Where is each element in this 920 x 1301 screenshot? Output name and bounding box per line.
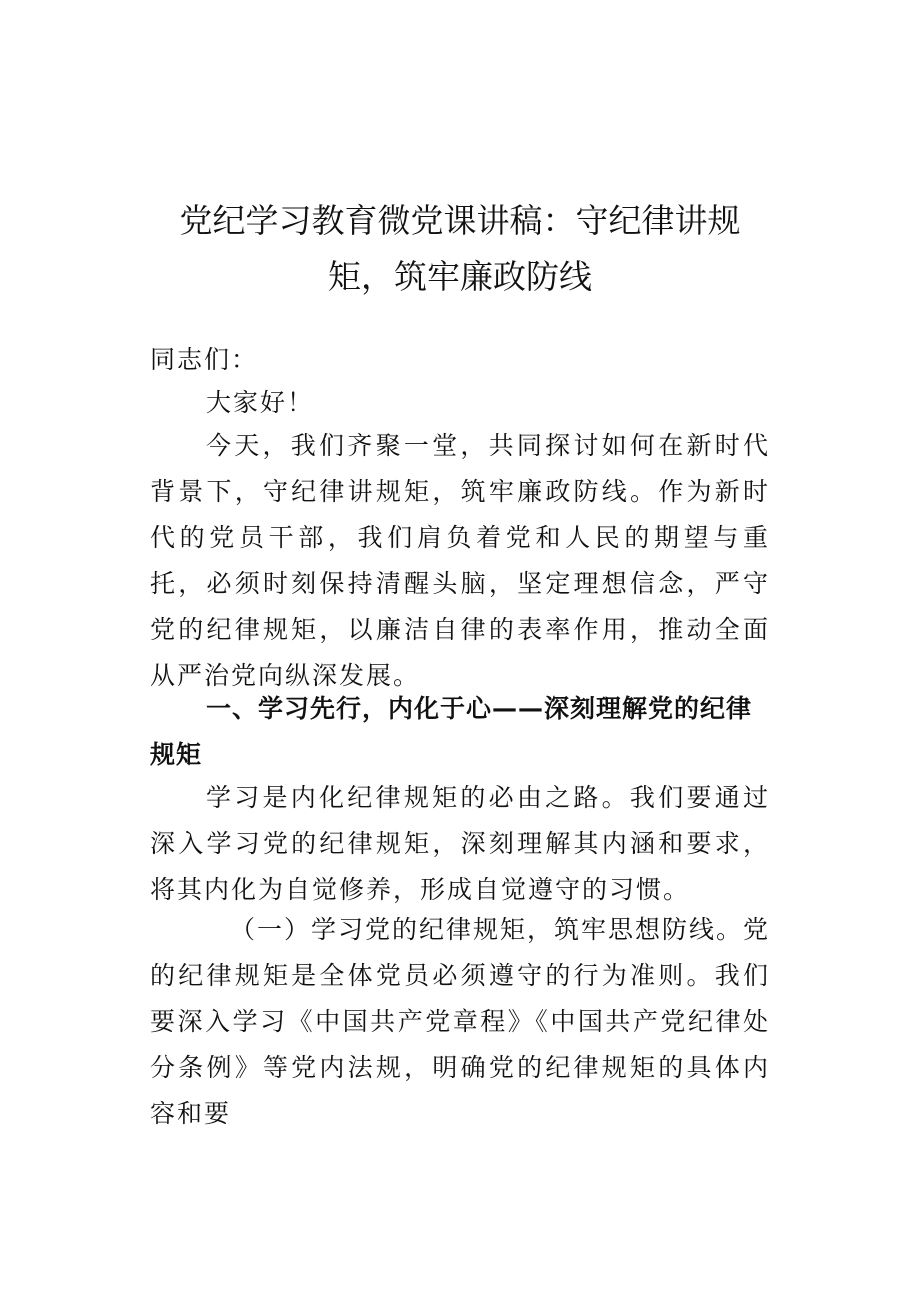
salutation: 同志们： (150, 345, 259, 374)
document-title: 党纪学习教育微党课讲稿：守纪律讲规矩，筑牢廉政防线 (179, 201, 741, 296)
section-1-paragraph: 学习是内化纪律规矩的必由之路。我们要通过深入学习党的纪律规矩，深刻理解其内涵和要求，将其内化为自觉修养，形成自觉遵守的习惯。 (150, 783, 770, 904)
greeting: 大家好！ (206, 388, 315, 417)
section-heading-1: 一、学习先行，内化于心——深刻理解党的纪律规矩 (150, 694, 753, 769)
subsection-1-paragraph: （一）学习党的纪律规矩，筑牢思想防线。党的纪律规矩是全体党员必须遵守的行为准则。我们要深入学习《中国共产党章程》《中国共产党纪律处分条例》等党内法规，明确党的纪律规矩的具体内容和要 (150, 915, 771, 1128)
intro-paragraph: 今天，我们齐聚一堂，共同探讨如何在新时代背景下，守纪律讲规矩，筑牢廉政防线。作为新时代的党员干部，我们肩负着党和人民的期望与重托，必须时刻保持清醒头脑，坚定理想信念，严守党的纪律规矩，以廉洁自律的表率作用，推动全面从严治党向纵深发展。 (150, 431, 770, 690)
